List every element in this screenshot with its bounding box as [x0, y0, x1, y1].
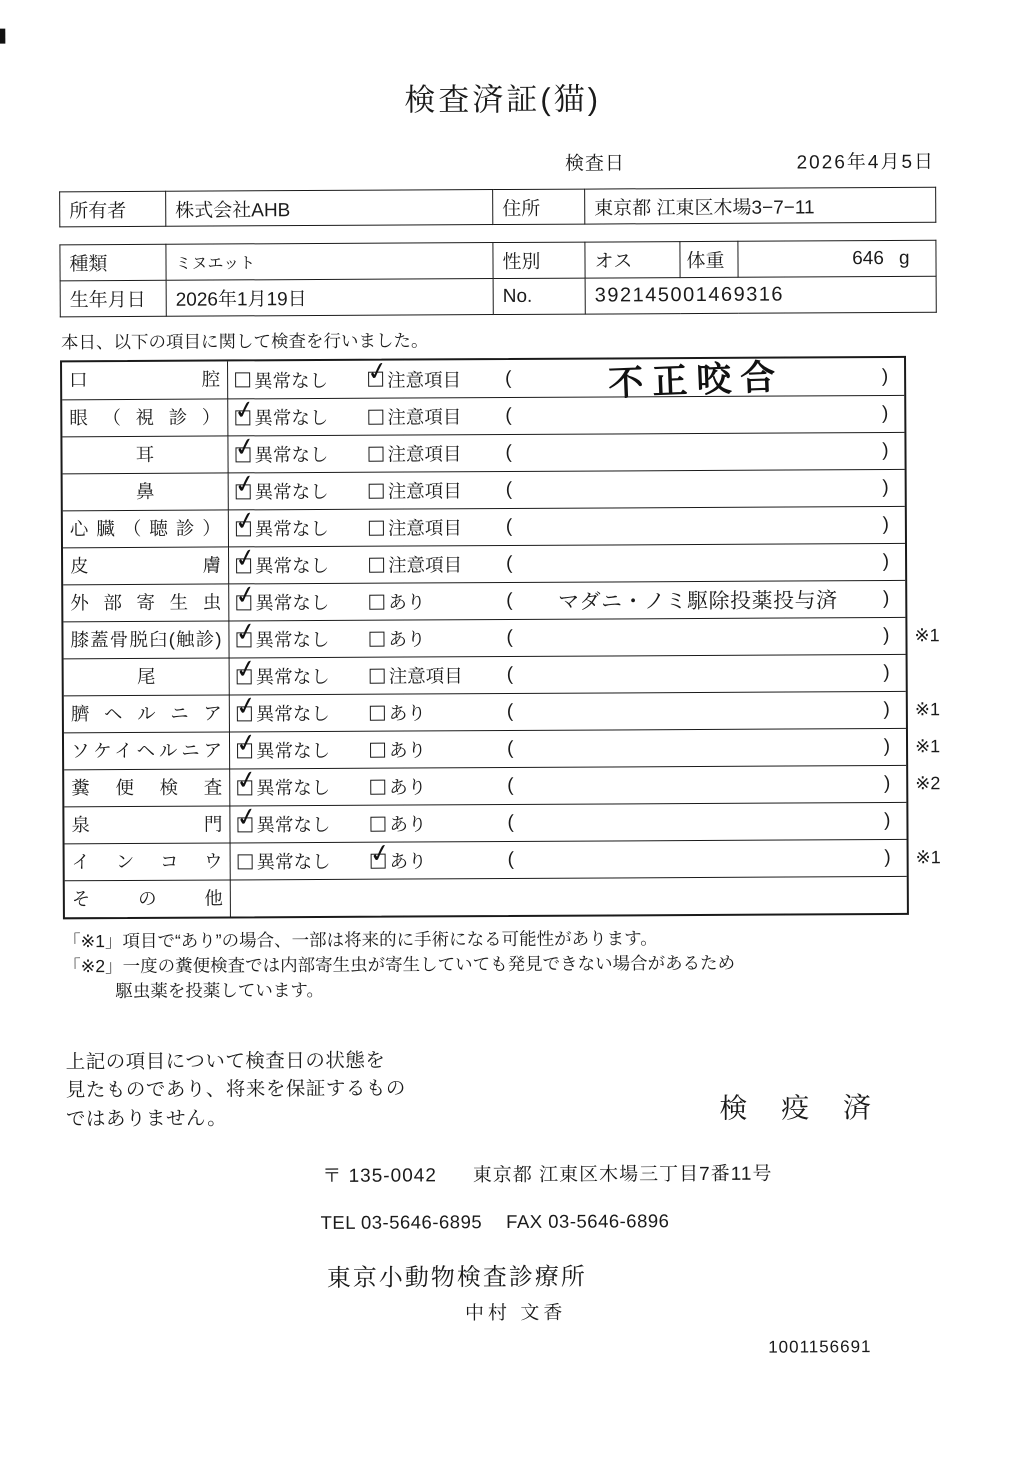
birth-value: 2026年1月19日	[166, 279, 493, 317]
owner-value: 株式会社AHB	[166, 190, 493, 227]
paren-close: )	[882, 550, 890, 573]
footnote-mark: ※1	[915, 847, 941, 868]
disclaimer-text	[66, 1046, 406, 1134]
birth-row	[60, 276, 936, 317]
clinic-name: 東京小動物検査診療所	[326, 1263, 587, 1292]
checkbox-finding-label: 注意項目	[387, 406, 462, 428]
checkbox-no-abnormality	[235, 372, 250, 387]
exam-remark	[514, 858, 884, 860]
footnote-2-continued: 駆虫薬を投薬しています。	[115, 979, 324, 1001]
checkbox-finding	[369, 631, 384, 646]
owner-table	[59, 187, 936, 228]
paren-open: (	[506, 589, 513, 611]
inspection-date-value: 2026年4月5日	[796, 151, 936, 174]
check-mark-icon: ✓	[233, 727, 260, 759]
checkbox-no-abnormality	[233, 727, 260, 759]
checkbox-no-abnormality-label: 異常なし	[255, 702, 330, 725]
exam-row-oral	[62, 356, 904, 404]
paren-open: (	[506, 663, 514, 685]
postal-code: 〒 135-0042	[322, 1164, 437, 1187]
exam-item-name: その他	[65, 880, 231, 917]
checkbox-finding-label: 注意項目	[388, 554, 463, 576]
checkbox-no-abnormality	[232, 468, 258, 500]
checkbox-finding	[369, 483, 384, 498]
exam-item-name: 膝蓋骨脱臼(触診)	[63, 621, 229, 658]
exam-item-name: ソケイヘルニア	[64, 732, 230, 769]
checkbox-no-abnormality	[232, 505, 259, 537]
paren-open: (	[505, 515, 513, 537]
species-label: 種類	[60, 244, 166, 281]
exam-item-name: 皮膚	[63, 547, 229, 584]
weight-number: 646	[852, 247, 884, 269]
exam-row-heart	[63, 506, 905, 547]
checkbox-no-abnormality	[231, 394, 258, 426]
paren-open: (	[507, 811, 514, 833]
inspection-date-label: 検査日	[564, 153, 626, 175]
check-mark-icon: ✓	[233, 616, 259, 648]
exam-table	[60, 356, 941, 919]
exam-remark	[512, 414, 882, 416]
paren-open: (	[507, 737, 514, 759]
exam-item-name: 耳	[62, 436, 228, 473]
checkbox-finding	[368, 409, 383, 424]
paren-open: (	[505, 367, 512, 389]
paren-close: )	[884, 846, 891, 869]
checkbox-finding	[369, 594, 384, 609]
check-mark-icon: ✓	[233, 801, 260, 833]
checkbox-finding-label: あり	[389, 850, 427, 872]
checkbox-no-abnormality	[238, 854, 253, 869]
check-mark-icon: ✓	[233, 653, 259, 685]
sex-label: 性別	[493, 242, 585, 278]
checkbox-no-abnormality-label: 異常なし	[255, 628, 330, 651]
animal-table	[59, 240, 936, 318]
exam-item-name: 泉門	[64, 806, 230, 843]
exam-item-name: インコウ	[65, 843, 231, 880]
checkbox-finding	[368, 446, 383, 461]
checkbox-no-abnormality-label: 異常なし	[255, 591, 330, 614]
exam-remark	[513, 710, 883, 712]
page-title: 検査済証(猫)	[404, 81, 602, 118]
checkbox-no-abnormality	[232, 431, 258, 463]
species-value: ミヌエット	[166, 243, 493, 281]
exam-remark	[512, 451, 882, 453]
checkbox-no-abnormality-label: 異常なし	[254, 443, 329, 466]
exam-row-external-parasites	[63, 580, 905, 621]
exam-item-name: 眼（視診）	[62, 399, 228, 436]
birth-label: 生年月日	[60, 280, 166, 317]
sex-value: オス	[585, 242, 680, 278]
checkbox-no-abnormality	[233, 616, 259, 648]
footnote-mark: ※1	[914, 736, 941, 757]
checkbox-finding-label: あり	[389, 739, 427, 761]
disclaimer-section	[66, 1043, 946, 1134]
paren-open: (	[505, 404, 512, 426]
veterinarian-name: 中村 文香	[464, 1302, 567, 1324]
check-mark-icon: ✓	[233, 764, 260, 796]
paren-open: (	[507, 848, 515, 870]
footnote-mark: ※1	[914, 699, 941, 720]
document-serial-number: 1001156691	[768, 1336, 872, 1357]
checkbox-no-abnormality	[233, 764, 260, 796]
exam-row-inguinal-hernia	[64, 727, 941, 769]
checkbox-no-abnormality	[233, 690, 260, 722]
checkbox-finding	[369, 557, 384, 572]
checkbox-finding-label: 注意項目	[387, 517, 462, 539]
exam-item-name: 鼻	[63, 473, 229, 510]
footnote-2: 「※2」一度の糞便検査では内部寄生虫が寄生していても発見できない場合があるため	[63, 952, 736, 977]
checkbox-finding	[370, 705, 385, 720]
checkbox-finding	[370, 742, 385, 757]
exam-row-fecal-exam	[64, 764, 941, 806]
species-row	[60, 240, 936, 281]
exam-row-patella	[63, 616, 940, 658]
checkbox-finding	[364, 356, 391, 388]
paren-close: )	[881, 365, 889, 387]
weight-value	[738, 240, 936, 277]
exam-item-name: 臍ヘルニア	[64, 695, 230, 732]
checkbox-no-abnormality	[233, 801, 260, 833]
checkbox-no-abnormality-label: 異常なし	[256, 739, 331, 762]
disclaimer-line-3: ではありません。	[65, 1107, 228, 1131]
checkbox-no-abnormality-label: 異常なし	[256, 776, 331, 799]
checkbox-finding	[369, 520, 384, 535]
footnote-1: 「※1」項目で“あり”の場合、一部は将来的に手術になる可能性があります。	[63, 928, 658, 952]
checkbox-finding-label: あり	[388, 702, 426, 724]
owner-row	[60, 187, 936, 227]
paren-close: )	[883, 735, 891, 758]
paren-close: )	[883, 772, 891, 795]
paren-close: )	[883, 624, 890, 647]
paren-close: )	[881, 402, 889, 425]
exam-row-skin	[63, 543, 905, 584]
inspection-date-row	[59, 147, 935, 179]
checkbox-no-abnormality	[232, 579, 259, 611]
owner-label: 所有者	[60, 191, 166, 227]
check-mark-icon: ✓	[232, 579, 259, 611]
checkbox-finding-label: 注意項目	[388, 665, 463, 687]
checkbox-no-abnormality	[233, 653, 259, 685]
exam-remark	[512, 525, 882, 527]
checkbox-no-abnormality-label: 異常なし	[254, 480, 329, 503]
checkbox-finding	[367, 837, 393, 869]
paren-close: )	[882, 513, 889, 536]
checkbox-finding-label: 注意項目	[387, 443, 462, 465]
checkbox-no-abnormality-label: 異常なし	[254, 406, 329, 429]
footnote-mark: ※1	[914, 625, 940, 646]
clinic-tel: TEL 03-5646-6895	[320, 1210, 483, 1233]
exam-row-nose	[63, 469, 905, 510]
check-mark-icon: ✓	[232, 505, 259, 537]
intro-text: 本日、以下の項目に関して検査を行いました。	[60, 330, 429, 353]
address-value: 東京都 江東区木場3−7−11	[585, 187, 936, 224]
checkbox-finding-label: 注意項目	[387, 368, 462, 391]
exam-remark	[513, 636, 883, 638]
exam-item-name: 口腔	[62, 361, 228, 399]
checkbox-no-abnormality-label: 異常なし	[255, 665, 330, 688]
check-mark-icon: ✓	[232, 468, 258, 500]
checkbox-finding-label: あり	[389, 776, 427, 798]
exam-remark	[514, 821, 884, 823]
exam-remark	[512, 488, 882, 490]
exam-remark	[513, 673, 883, 675]
checkbox-finding-label: 注意項目	[387, 480, 462, 502]
paren-close: )	[882, 439, 889, 462]
checkbox-no-abnormality-label: 異常なし	[256, 813, 331, 836]
exam-row-umbilical-hernia	[64, 690, 941, 732]
paren-open: (	[507, 774, 514, 796]
exam-item-name: 外部寄生虫	[63, 584, 229, 621]
checkbox-no-abnormality-label: 異常なし	[256, 850, 331, 873]
quarantine-passed-stamp: 検 疫 済	[719, 1091, 885, 1124]
weight-label: 体重	[680, 241, 738, 277]
check-mark-icon: ✓	[233, 690, 260, 722]
paren-close: )	[883, 661, 890, 684]
weight-unit: g	[898, 247, 910, 269]
scan-artifact	[0, 29, 5, 44]
check-mark-icon: ✓	[367, 837, 393, 869]
checkbox-no-abnormality	[232, 542, 259, 574]
checkbox-no-abnormality-label: 異常なし	[255, 554, 330, 577]
exam-item-name: 心臓（聴診）	[63, 510, 229, 547]
exam-row-tail	[64, 654, 906, 695]
footnotes	[63, 924, 1012, 1004]
exam-remark-handwritten: 不正咬合	[607, 356, 786, 404]
disclaimer-line-2: 見たものであり、将来を保証するもの	[65, 1077, 406, 1102]
exam-row-fontanelle	[64, 802, 906, 843]
clinic-fax: FAX 03-5646-6896	[506, 1209, 670, 1232]
clinic-address-line	[322, 1157, 1012, 1188]
check-mark-icon: ✓	[364, 356, 391, 388]
no-label: No.	[493, 278, 585, 314]
exam-item-name: 糞便検査	[64, 769, 230, 806]
exam-remark	[514, 784, 884, 786]
exam-row-eyes	[62, 395, 904, 436]
exam-remark-treatment: マダニ・ノミ駆除投薬投与済	[557, 589, 838, 614]
checkbox-finding	[370, 668, 385, 683]
paren-open: (	[505, 478, 513, 500]
clinic-address: 東京都 江東区木場三丁目7番11号	[472, 1163, 773, 1186]
checkbox-finding-label: あり	[388, 628, 426, 650]
checkbox-no-abnormality-label: 異常なし	[254, 517, 329, 540]
paren-close: )	[882, 476, 889, 499]
checkbox-finding	[370, 816, 385, 831]
exam-row-genitals	[65, 837, 941, 880]
address-label: 住所	[493, 189, 585, 224]
footnote-mark: ※2	[915, 773, 941, 794]
exam-row-ears	[62, 432, 904, 473]
paren-open: (	[506, 552, 513, 574]
exam-remark	[512, 562, 882, 564]
disclaimer-line-1: 上記の項目について検査日の状態を	[65, 1049, 386, 1073]
paren-open: (	[506, 700, 514, 722]
microchip-number: 392145001469316	[585, 276, 936, 314]
check-mark-icon: ✓	[231, 394, 258, 426]
check-mark-icon: ✓	[232, 542, 259, 574]
paren-close: )	[883, 698, 890, 721]
checkbox-finding-label: あり	[388, 591, 426, 613]
paren-open: (	[506, 626, 513, 648]
exam-item-name: 尾	[64, 658, 230, 695]
paren-close: )	[882, 587, 890, 610]
checkbox-no-abnormality-label: 異常なし	[254, 369, 329, 391]
check-mark-icon: ✓	[232, 431, 258, 463]
checkbox-finding	[370, 779, 385, 794]
exam-remark	[513, 747, 883, 749]
checkbox-finding-label: あり	[389, 813, 427, 835]
paren-close: )	[884, 809, 891, 832]
paren-open: (	[505, 441, 512, 463]
exam-row-other	[65, 876, 907, 917]
clinic-contact-line	[320, 1208, 1012, 1234]
